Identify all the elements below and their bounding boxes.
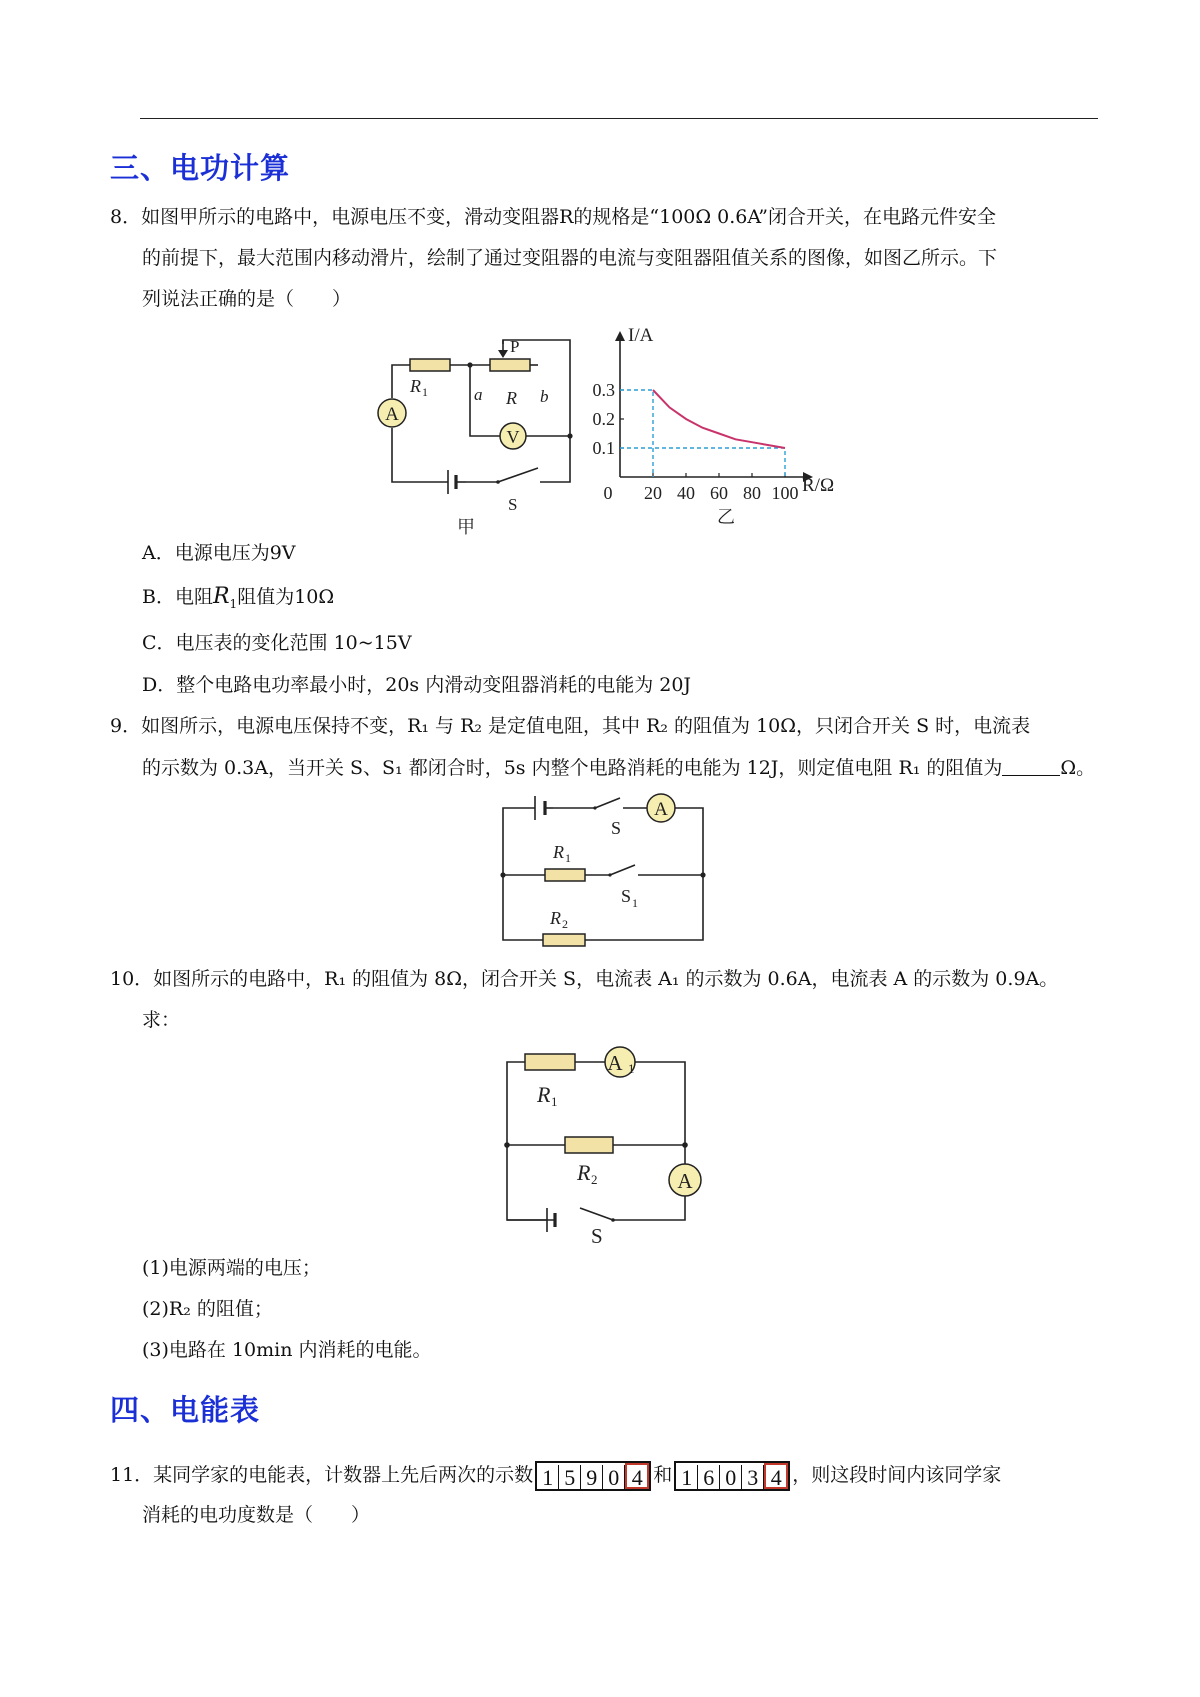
svg-text:2: 2 (562, 917, 568, 931)
x-tick-label: 40 (677, 483, 695, 503)
q10-sub-2: (2)R₂ 的阻值； (142, 1298, 273, 1320)
q8-chart-yi (580, 325, 850, 535)
svg-text:S: S (611, 818, 622, 838)
y-tick-label: 0.1 (592, 438, 615, 458)
x-tick-label: 80 (743, 483, 761, 503)
rheostat (490, 359, 530, 371)
q8-circuit-diagram-jia (370, 337, 590, 537)
q10-sub-1: (1)电源两端的电压； (142, 1257, 321, 1279)
q8-option-b: B．电阻$R_1$阻值为10Ω (142, 584, 335, 611)
r1-resistor (410, 359, 450, 371)
guide-line-start (620, 390, 653, 477)
svg-text:S: S (508, 495, 518, 514)
svg-text:P: P (510, 337, 520, 356)
svg-text:A: A (677, 1169, 693, 1193)
svg-text:A: A (654, 799, 668, 820)
svg-text:R: R (410, 376, 421, 396)
svg-text:1: 1 (628, 1061, 635, 1076)
svg-text:R: R (550, 908, 561, 928)
svg-text:1: 1 (632, 896, 638, 910)
q9-line-1: 9．如图所示，电源电压保持不变，R₁ 与 R₂ 是定值电阻，其中 R₂ 的阻值为 10Ω，只闭合开关 S 时，电流表 (110, 715, 1031, 737)
svg-text:A: A (607, 1051, 623, 1075)
svg-text:R: R (537, 1082, 551, 1107)
q9-line-2: 的示数为 0.3A，当开关 S、S₁ 都闭合时，5s 内整个电路消耗的电能为 12J，则定值电阻 R₁ 的阻值为 Ω。 (142, 757, 1096, 779)
answer-blank[interactable] (1002, 757, 1060, 776)
fig-caption-jia: 甲 (457, 517, 475, 537)
header-rule (140, 118, 1098, 119)
x-axis-label: R/Ω (802, 475, 835, 496)
x-tick-label: 100 (771, 483, 799, 503)
q8-option-a: A．电源电压为9V (142, 542, 296, 564)
svg-text:b: b (540, 387, 549, 406)
y-tick-label: 0.2 (592, 409, 615, 429)
y-axis-arrow (615, 331, 625, 341)
svg-text:S: S (621, 886, 632, 906)
svg-text:V: V (506, 427, 520, 447)
q11-line-2: 消耗的电功度数是（ ） (142, 1504, 371, 1526)
svg-text:1: 1 (551, 1094, 558, 1109)
section-title-electric-meter: 四、电能表 (110, 1393, 261, 1427)
y-tick-label: 0.3 (592, 380, 615, 400)
svg-text:R: R (553, 842, 564, 862)
q8-option-c: C．电压表的变化范围 10~15V (142, 632, 412, 654)
svg-text:R: R (506, 388, 517, 408)
q10-circuit-diagram (495, 1040, 725, 1248)
q9-circuit-diagram (495, 790, 725, 955)
svg-text:2: 2 (591, 1172, 598, 1187)
q8-line-3: 列说法正确的是（ ） (142, 288, 352, 310)
r2-resistor (565, 1137, 613, 1153)
q11-line-1: 11．某同学家的电能表，计数器上先后两次的示数 1 5 9 0 4 和 1 6 0 3 4 ，则这段时间内该同学家 (110, 1461, 1001, 1491)
guide-line-end (620, 448, 785, 477)
svg-text:a: a (474, 385, 483, 404)
meter-reading-2: 1 6 0 3 4 (674, 1461, 790, 1491)
current-resistance-curve (653, 390, 785, 448)
y-axis-label: I/A (628, 325, 654, 346)
x-tick-label: 20 (644, 483, 662, 503)
meter-reading-1: 1 5 9 0 4 (535, 1461, 651, 1491)
section-title-electric-work: 三、电功计算 (110, 151, 291, 185)
r2-resistor (543, 934, 585, 946)
svg-text:A: A (385, 404, 399, 425)
q8-option-d: D．整个电路电功率最小时，20s 内滑动变阻器消耗的电能为 20J (142, 674, 692, 696)
svg-text:1: 1 (422, 385, 428, 399)
x-tick-label: 60 (710, 483, 728, 503)
q8-line-1: 8．如图甲所示的电路中，电源电压不变，滑动变阻器R的规格是“100Ω 0.6A”闭合开关，在电路元件安全 (110, 206, 997, 228)
r1-resistor (545, 869, 585, 881)
fig-caption-yi: 乙 (717, 507, 735, 527)
x-tick-label: 0 (603, 483, 613, 503)
svg-text:S: S (591, 1224, 603, 1248)
svg-text:1: 1 (565, 851, 571, 865)
q10-line-2: 求： (142, 1009, 181, 1031)
q10-line-1: 10．如图所示的电路中，R₁ 的阻值为 8Ω，闭合开关 S，电流表 A₁ 的示数为 0.6A，电流表 A 的示数为 0.9A。 (110, 968, 1059, 990)
r1-resistor (525, 1054, 575, 1070)
q8-line-2: 的前提下，最大范围内移动滑片，绘制了通过变阻器的电流与变阻器阻值关系的图像，如图乙所示。下 (142, 247, 998, 269)
svg-text:R: R (577, 1160, 591, 1185)
q10-sub-3: (3)电路在 10min 内消耗的电能。 (142, 1339, 432, 1361)
